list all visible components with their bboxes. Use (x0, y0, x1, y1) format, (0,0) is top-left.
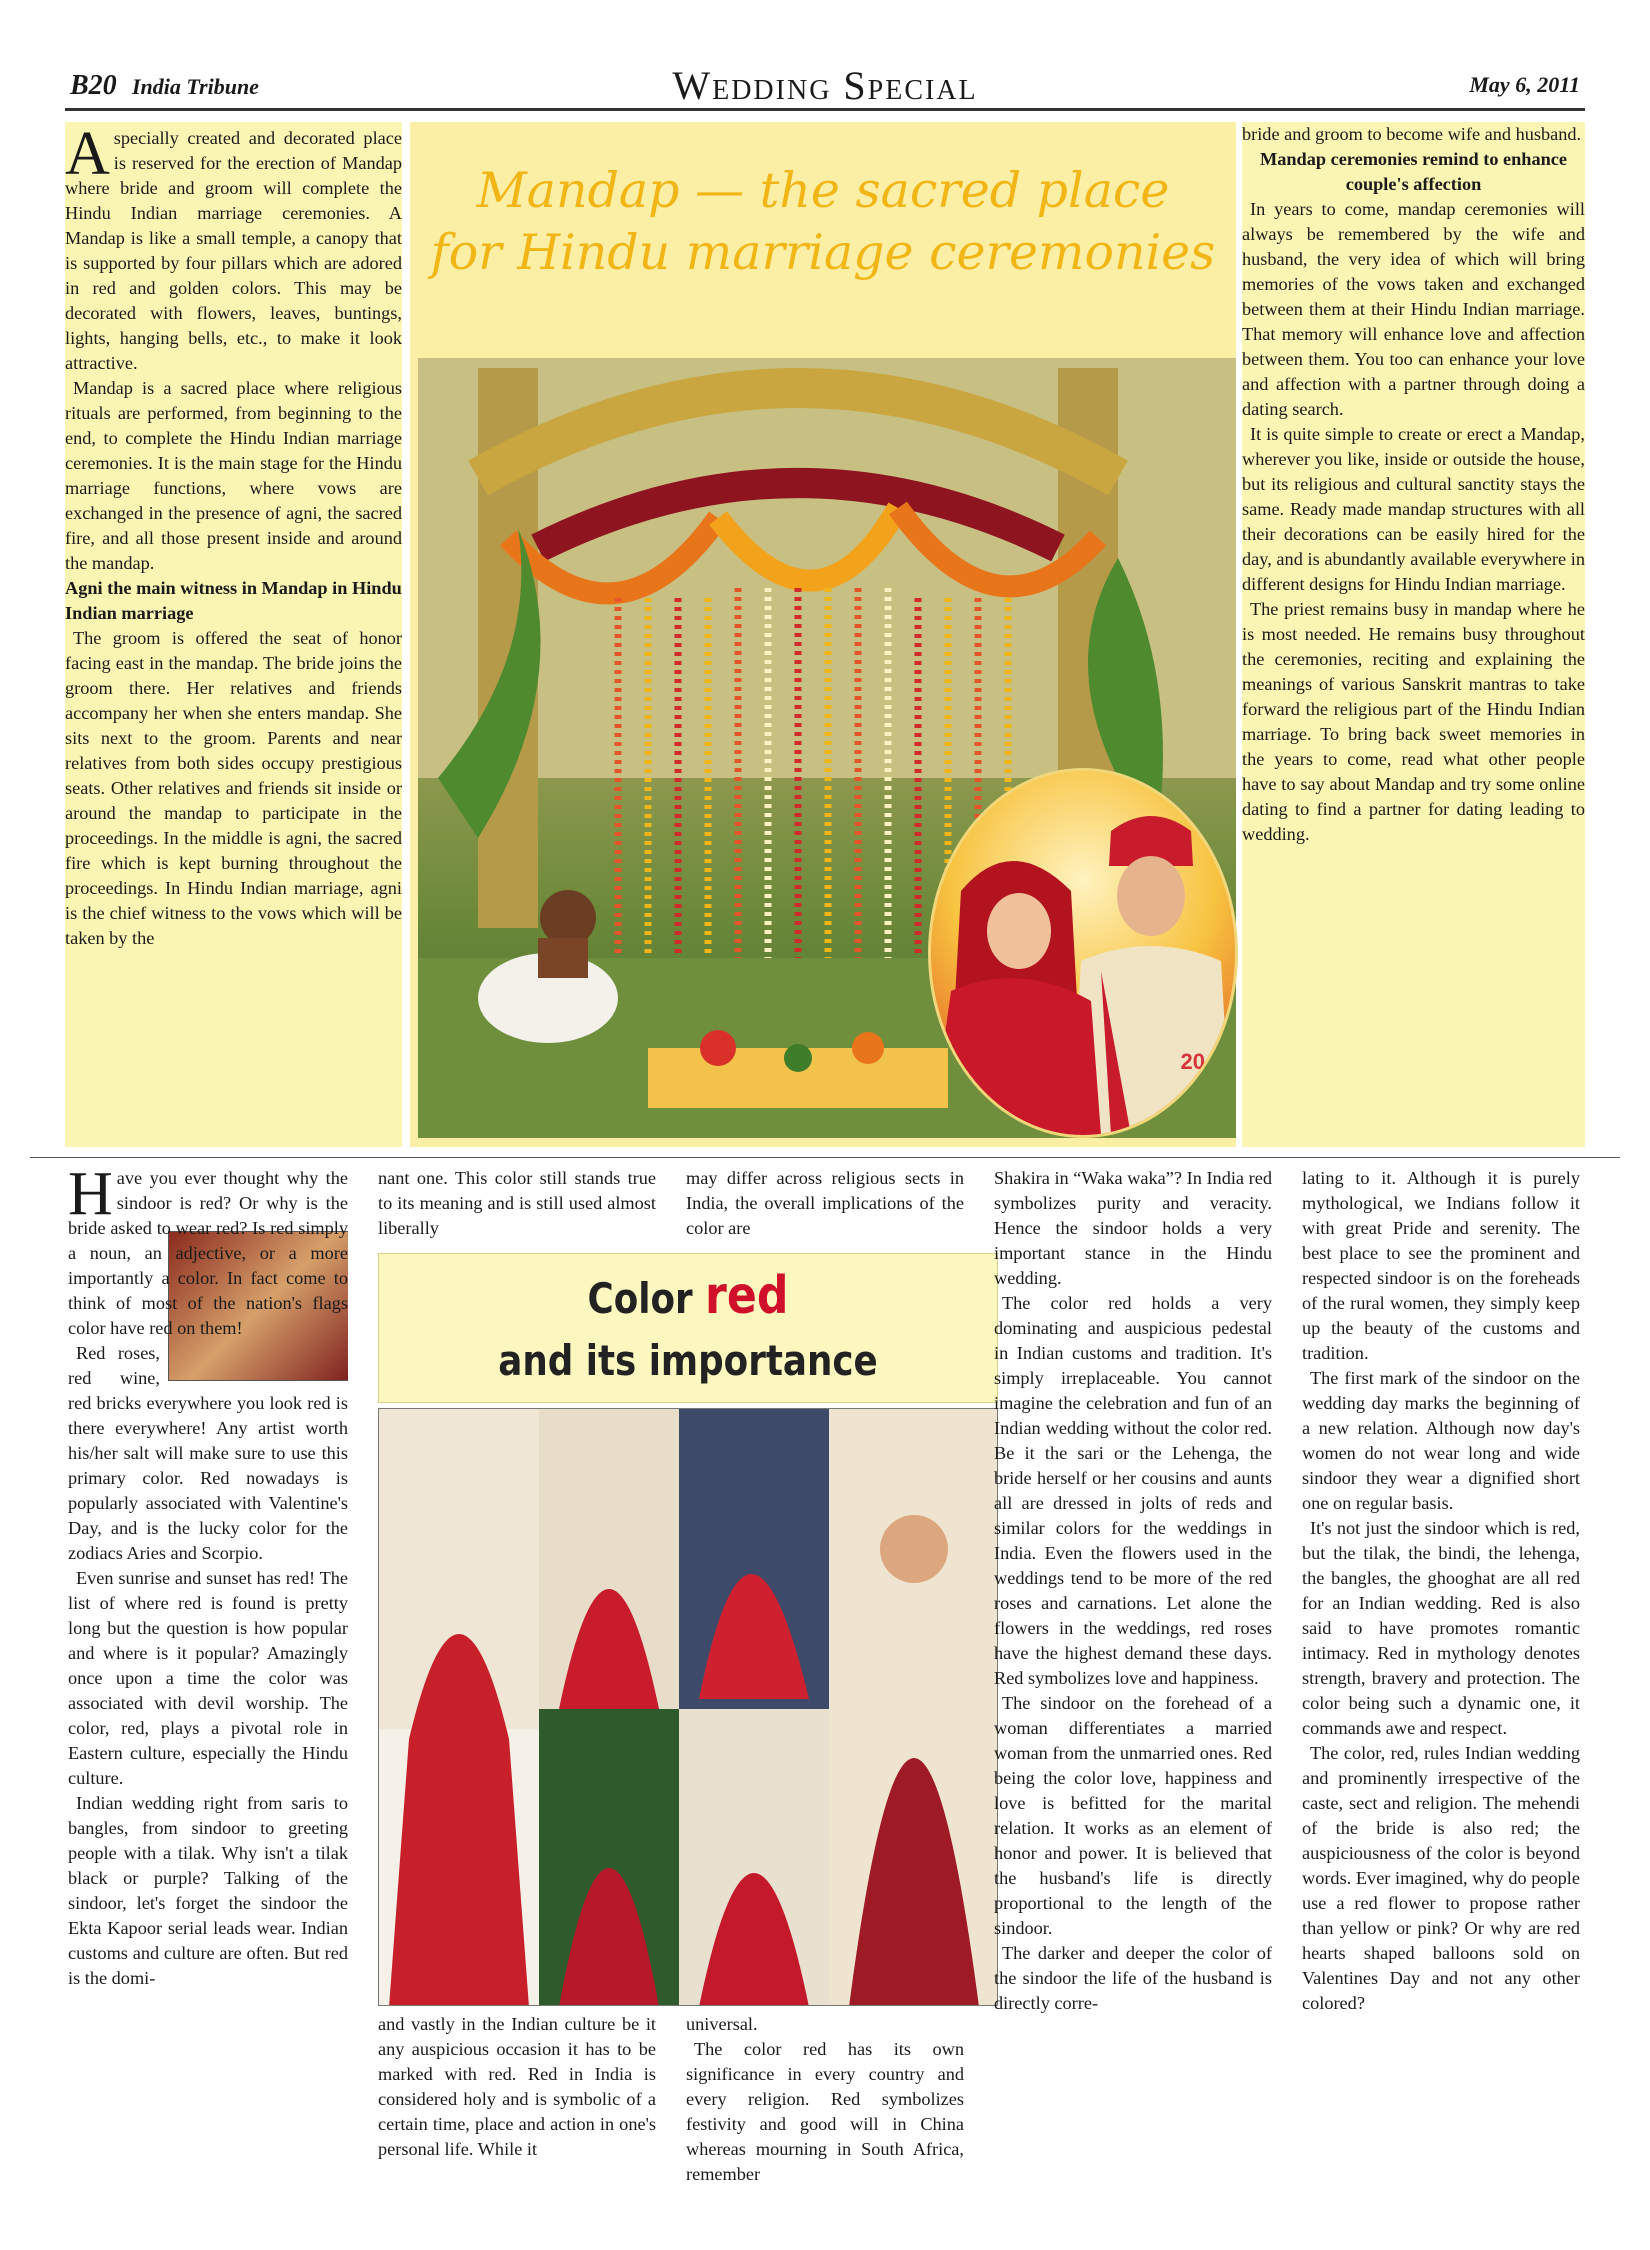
feature-col2-subhead: Mandap ceremonies remind to enhance couple's affection (1259, 149, 1568, 194)
red-title-part2: and its importance (498, 1336, 878, 1385)
red-column-5 (1302, 1166, 1580, 2226)
red-title-red: red (705, 1266, 789, 1326)
feature-col1-p3: The groom is offered the seat of honor facing east in the mandap. The bride joins the groom there. Her relatives and friends accompany her when she enters mandap. She sits next to the groom. Parents and near relatives from both sides occupy prestigious seats. Other relatives and friends sit inside or around the mandap to participate in the proceedings. In the middle is agni, the sacred fire which is kept burning throughout the proceedings. In Hindu Indian marriage, agni is the chief witness to the vows which will be taken by the (65, 628, 402, 948)
red-col4-p2: The color red holds a very dominating and auspicious pedestal in Indian customs and tradition. It's simply irreplaceable. You cannot imagine the celebration and fun of an Indian wedding without the color red. Be it the sari or the Lehenga, the bride herself or her cousins and aunts all are dressed in jolts of reds and similar colors for the weddings in India. Even the flowers used in the weddings tend to be more of the red roses and carnations. Let alone the flowers in the weddings, red roses have the highest demand these days. Red symbolizes love and happiness. (994, 1293, 1272, 1688)
red-column-3-top (686, 1166, 964, 1246)
feature-col2-p3: It is quite simple to create or erect a Mandap, wherever you like, inside or outside the house, but its religious and cultural sanctity stays the same. Ready made mandap structures with all their decorations can be easily hired for the day, and is abundantly available everywhere in different designs for Hindu Indian marriage. (1242, 424, 1585, 594)
red-title (425, 1265, 952, 1392)
red-column-3-bottom (686, 2012, 964, 2222)
red-column-2-bottom (378, 2012, 656, 2222)
red-column-2-top (378, 1166, 656, 1246)
header-rule (65, 108, 1585, 111)
feature-col1-p1: specially created and decorated place is reserved for the erection of Mandap where bride and groom will complete the Hindu Indian marriage ceremonies. A Mandap is like a small temple, a canopy that is supported by four pillars which are adored in red and golden colors. This may be decorated with flowers, leaves, buntings, lights, hanging bells, etc., to make it look attractive. (65, 128, 402, 373)
feature-dropcap: A (65, 122, 110, 188)
headline-line-2: for Hindu marriage ceremonies (430, 224, 1216, 281)
red-col2-bottom: and vastly in the Indian culture be it any auspicious occasion it has to be marked with red. Red in India is considered holy and is symbolic of a certain time, place and action in one's personal life. While it (378, 2014, 656, 2159)
red-col4-p4: The darker and deeper the color of the sindoor the life of the husband is directly corre- (994, 1943, 1272, 2013)
red-dropcap: H (68, 1166, 113, 1228)
feature-col2-p1: bride and groom to become wife and husband. (1242, 124, 1582, 144)
couple-illustration (931, 771, 1235, 1135)
page-number: B20 (70, 70, 117, 101)
couple-photo (928, 768, 1238, 1138)
red-col5-p2: The first mark of the sindoor on the wedding day marks the beginning of a new relation. Although now day's women do not wear long and wide sindoor they wear a dignified short one on regular basis. (1302, 1368, 1580, 1513)
red-col5-p4: The color, red, rules Indian wedding and prominently irrespective of the caste, sect and religion. The mehendi of the bride is also red; the auspiciousness of the color is beyond words. Ever imagined, why do people use a red flower to propose rather than yellow or pink? Or why are red hearts shaped balloons sold on Valentines Day and not any other colored? (1302, 1743, 1580, 2013)
publication-name: India Tribune (132, 74, 259, 99)
collage-illustration (379, 1409, 998, 2006)
feature-headline (410, 160, 1236, 284)
red-col1-p2: Red roses, red wine, red bricks everywhere you look red is there everywhere! Any artist worth his/her salt will make sure to use this primary color. Red nowadays is popularly associated with Valentine's Day, and is the lucky color for the zodiacs Aries and Scorpio. (68, 1343, 348, 1563)
section-title: Wedding Special (672, 63, 978, 108)
feature-col1-subhead: Agni the main witness in Mandap in Hindu Indian marriage (65, 578, 402, 623)
feature-column-2 (1242, 122, 1585, 1147)
headline-line-1: Mandap — the sacred place (476, 162, 1170, 219)
red-col3-top: may differ across religious sects in India, the overall implications of the color are (686, 1168, 964, 1238)
red-col3-bottom-p1: universal. (686, 2014, 758, 2034)
red-title-part1: Color (587, 1274, 693, 1323)
feature-col2-p4: The priest remains busy in mandap where he is most needed. He remains busy throughout the ceremonies, reciting and explaining the meanings of various Sanskrit mantras to take forward the religious part of the Hindu Indian marriage. To bring back sweet memories in the years to come, read what other people have to say about Mandap and try some online dating to find a partner for dating leading to wedding. (1242, 599, 1585, 844)
red-col5-p1: lating to it. Although it is purely mythological, we Indians follow it with great Pride and serenity. The best place to see the prominent and respected sindoor is on the foreheads of the rural women, they simply keep up the beauty of the customs and tradition. (1302, 1168, 1580, 1363)
feature-column-1 (65, 122, 402, 1147)
issue-date: May 6, 2011 (1469, 72, 1580, 97)
red-col1-p3: Even sunrise and sunset has red! The list of where red is found is pretty long but the question is how popular and where is it popular? Amazingly once upon a time the color was associated with devil worship. The color, red, plays a pivotal role in Eastern culture, especially the Hindu culture. (68, 1568, 348, 1788)
section-divider (30, 1157, 1620, 1158)
red-col1-p1: ave you ever thought why the sindoor is red? Or why is the bride asked to wear red? Is red simply a noun, an adjective, or a more importantly a color. In fact come to think of most of the nation's flags color have red on them! (68, 1168, 348, 1338)
red-col2-top: nant one. This color still stands true to its meaning and is still used almost liberally (378, 1168, 656, 1238)
red-column-1 (68, 1166, 348, 2226)
feature-col1-p2: Mandap is a sacred place where religious rituals are performed, from beginning to the end, to complete the Hindu Indian marriage ceremonies. It is the main stage for the Hindu marriage functions, where vows are exchanged in the presence of agni, the sacred fire, and all those present inside and around the mandap. (65, 378, 402, 573)
photo-badge-number: 20 (1180, 1049, 1205, 1074)
red-col5-p3: It's not just the sindoor which is red, but the tilak, the bindi, the lehenga, the bangles, the ghooghat are all red for an Indian wedding. Red is also said to have promotes romantic intimacy. Red in mythology denotes strength, bravery and protection. The color being such a dynamic one, it commands awe and respect. (1302, 1518, 1580, 1738)
feature-col2-p2: In years to come, mandap ceremonies will always be remembered by the wife and husband, the very idea of which will bring memories of the vows taken and exchanged between them at their Hindu Indian marriage. That memory will enhance love and affection between them. You too can enhance your love and affection with a partner through doing a dating search. (1242, 199, 1585, 419)
red-col4-p1: Shakira in “Waka waka”? In India red symbolizes purity and veracity. Hence the sindoor holds a very important stance in the Hindu wedding. (994, 1168, 1272, 1288)
red-col3-bottom-p2: The color red has its own significance in every country and every religion. Red symbolizes festivity and good will in China whereas mourning in South Africa, remember (686, 2039, 964, 2184)
red-column-4 (994, 1166, 1272, 2226)
red-col1-p4: Indian wedding right from saris to bangles, from sindoor to greeting people with a tilak. Why isn't a tilak black or purple? Talking of the sindoor, let's forget the sindoor the Ekta Kapoor serial leads wear. Indian customs and culture are often. But red is the domi- (68, 1793, 348, 1988)
bridal-photo-collage (378, 1408, 998, 2006)
red-col4-p3: The sindoor on the forehead of a woman differentiates a married woman from the unmarried ones. Red being the color love, happiness and love is befitted for the marital relation. It works as an element of honor and power. It is believed that the husband's life is directly proportional to the length of the sindoor. (994, 1693, 1272, 1938)
